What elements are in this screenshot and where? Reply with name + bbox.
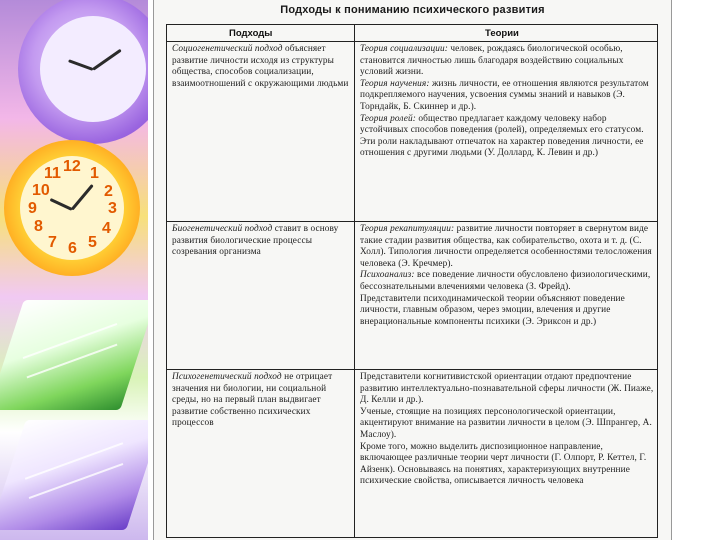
approach-name: Биогенетический подход <box>172 224 273 234</box>
document-title: Подходы к пониманию психического развития <box>280 4 545 16</box>
table-row-theories <box>360 372 654 488</box>
theory-item <box>360 44 654 79</box>
clock-number: 3 <box>108 200 117 217</box>
header-theories: Теории <box>485 28 519 39</box>
clock-number: 12 <box>63 158 81 175</box>
clock-number: 11 <box>44 165 61 182</box>
theory-item <box>360 114 654 160</box>
theory-item <box>360 407 654 442</box>
approach-name: Социогенетический подход <box>172 44 283 54</box>
table-row-approach <box>172 44 350 90</box>
theory-name: Теория социализации: <box>360 44 448 54</box>
theory-text: общество предлагает каждому человеку набор устойчивых способов поведения (ролей), определяемых его статусом. Эти роли накладывают отпечаток на характер поведения личности, ее отношения с другими людьми (У. Доллард, К. Левин и др.) <box>360 113 644 159</box>
theory-item <box>360 270 654 293</box>
scanned-document <box>153 0 672 540</box>
orange-clock-icon <box>4 140 140 276</box>
header-approaches: Подходы <box>229 28 273 39</box>
theory-item <box>360 442 654 488</box>
decorative-side-image <box>0 0 148 540</box>
theory-text: Кроме того, можно выделить диспозиционное направление, включающее различные теории черт личности (Г. Олпорт, Р. Кеттел, Г. Айзенк). Основываясь на понятиях, характеризующих внутренние психические свойства, описывается личность человека <box>360 441 647 487</box>
theory-text: Ученые, стоящие на позициях персонологической ориентации, акцентируют внимание на развитии личности в целом (Э. Шпрангер, А. Маслоу). <box>360 406 652 440</box>
theory-item <box>360 294 654 329</box>
theory-name: Теория ролей: <box>360 113 416 124</box>
theory-text: человек, рождаясь биологической особью, становится личностью лишь благодаря воздействию социальных условий жизни. <box>360 44 624 78</box>
theory-text: жизнь личности, ее отношения являются результатом подкрепляемого научения, усвоения суммы знаний и навыков (Э. Торндайк, Б. Скиннер и др.). <box>360 78 649 112</box>
clock-number: 8 <box>34 218 43 235</box>
approach-description: не отрицает значения ни биологии, ни социальной среды, но на первый план выдвигает развитие собственно психических процессов <box>172 372 333 429</box>
approach-description: объясняет развитие личности исходя из структуры общества, способов социализации, взаимоотношений с окружающими людьми <box>172 44 349 89</box>
clock-number: 7 <box>48 234 57 251</box>
violet-papers-icon <box>0 420 148 530</box>
clock-number: 10 <box>32 182 50 199</box>
approaches-table <box>166 24 658 538</box>
clock-number: 6 <box>68 240 77 257</box>
theory-name: Психоанализ: <box>360 270 415 281</box>
clock-number: 4 <box>102 220 111 237</box>
clock-number: 5 <box>88 234 97 251</box>
theory-item <box>360 372 654 407</box>
approach-name: Психогенетический подход <box>172 372 282 382</box>
theory-name: Теория научения: <box>360 78 430 89</box>
table-row-approach <box>172 224 350 259</box>
theory-item <box>360 79 654 114</box>
violet-clock-icon <box>18 0 148 144</box>
theory-text: развитие личности повторяет в свернутом виде такие стадии развития общества, как собирательство, охота и т. д. (С. Холл). Типология личности определяется особенностями телосложения человека (Э. Кречмер). <box>360 224 652 269</box>
clock-number: 9 <box>28 200 37 217</box>
clock-number: 1 <box>90 165 99 182</box>
approach-description: ставит в основу развития биологические процессы созревания организма <box>172 224 339 258</box>
theory-text: все поведение личности обусловлено физиологическими, бессознательными влечениями человека (З. Фрейд). <box>360 270 651 292</box>
theory-text: Представители когнитивистской ориентации отдают предпочтение развитию интеллектуально-познавательной сферы личности (Ж. Пиаже, Д. Келли и др.). <box>360 372 654 406</box>
theory-name: Теория рекапитуляции: <box>360 224 455 234</box>
table-row-theories <box>360 44 654 160</box>
green-papers-icon <box>0 300 148 410</box>
clock-number: 2 <box>104 183 113 200</box>
table-row-approach <box>172 372 350 430</box>
table-row-theories <box>360 224 654 328</box>
theory-text: Представители психодинамической теории объясняют поведение личности, главным образом, через эмоции, влечения и другие внерациональные компоненты психики (Э. Эриксон и др.) <box>360 293 625 327</box>
theory-item <box>360 224 654 270</box>
